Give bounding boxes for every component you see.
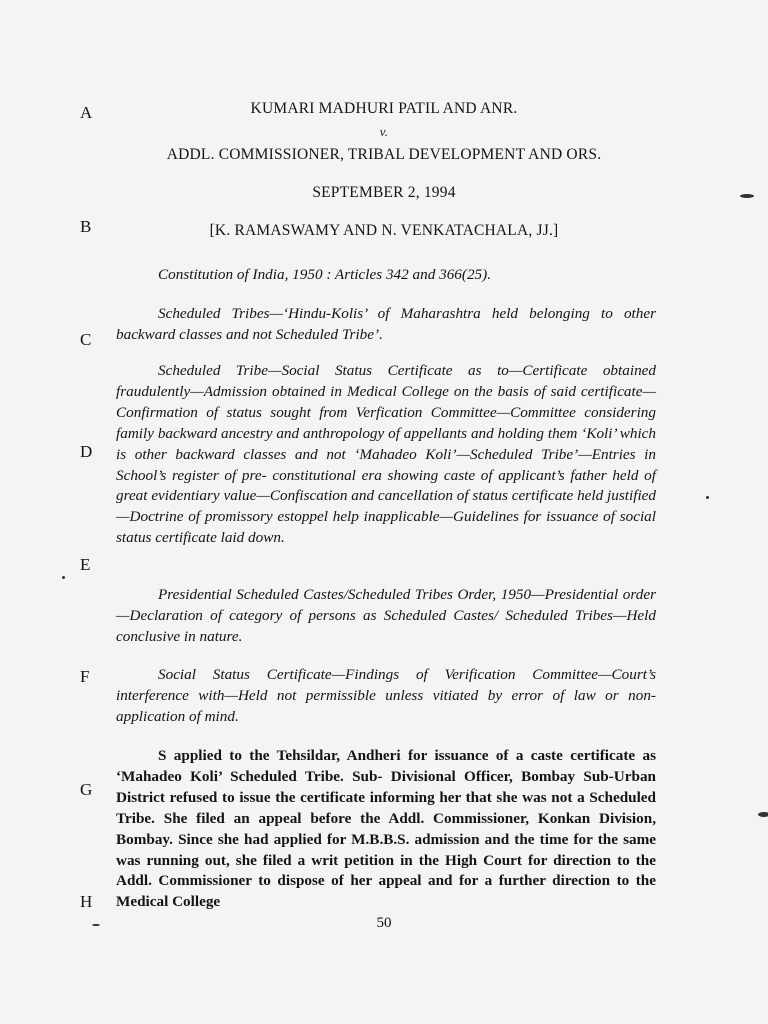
headnote-verification-committee bbox=[116, 665, 656, 728]
page-number: 50 bbox=[376, 915, 392, 931]
scan-speck bbox=[62, 576, 65, 579]
margin-letter-e: E bbox=[80, 555, 91, 574]
scan-speck bbox=[706, 496, 709, 499]
headnote-text: Social Status Certificate—Findings of Verification Committee—Court’s interference with—Held not permissible unless vitiated by error of law or non-application of mind. bbox=[116, 666, 656, 725]
margin-letter-c: C bbox=[80, 330, 92, 349]
judgment-date: SEPTEMBER 2, 1994 bbox=[312, 184, 456, 201]
scan-speck bbox=[92, 924, 100, 926]
versus-mark: v. bbox=[379, 124, 389, 139]
headnote-text: Scheduled Tribes—‘Hindu-Kolis’ of Maharashtra held belonging to other backward classes and not Scheduled Tribe’. bbox=[116, 305, 656, 343]
respondent-title: ADDL. COMMISSIONER, TRIBAL DEVELOPMENT AND ORS. bbox=[166, 146, 602, 163]
scan-speck bbox=[740, 194, 754, 198]
margin-letter-d: D bbox=[80, 442, 93, 461]
scan-speck bbox=[758, 812, 768, 817]
facts-paragraph: S applied to the Tehsildar, Andheri for issuance of a caste certificate as ‘Mahadeo Koli’ Scheduled Tribe. Sub- Divisional Officer, Bombay Sub-Urban District refused to issue the certificate informing her that she was not a Scheduled Tribe. She filed an appeal before the Addl. Commissioner, Konkan Division, Bombay. Since she had applied for M.B.B.S. admission and the time for the same was running out, she filed a writ petition in the High Court for direction to the Addl. Commissioner to dispose of her appeal and for a further direction to the Medical College bbox=[116, 747, 656, 911]
headnote-text: Scheduled Tribe—Social Status Certificate as to—Certificate obtained fraudulently—Admission obtained in Medical College on the basis of said certificate—Confirmation of status sought from Verfication Committee—Committee considering family backward ancestry and anthropology of appellants and holding them ‘Koli’ which is other backward classes and not ‘Mahadeo Koli’—Scheduled Tribe’—Entries in School’s register of pre- constitutional era showing caste of applicant’s father held of great evidentiary value—Confiscation and cancellation of status certificate held justified—Doctrine of promissory estoppel help inapplicable—Guidelines for issuance of social status certificate laid down. bbox=[116, 362, 656, 547]
headnote-status-certificate bbox=[116, 361, 656, 549]
headnote-text: Constitution of India, 1950 : Articles 342 and 366(25). bbox=[158, 266, 491, 283]
headnote-scheduled-tribes bbox=[116, 304, 656, 346]
headnote-constitution bbox=[116, 265, 656, 286]
headnote-text: Presidential Scheduled Castes/Scheduled Tribes Order, 1950—Presidential order—Declaration of category of persons as Scheduled Castes/ Scheduled Tribes—Held conclusive in nature. bbox=[116, 586, 656, 645]
case-title: KUMARI MADHURI PATIL AND ANR. bbox=[250, 100, 518, 117]
margin-letter-g: G bbox=[80, 780, 93, 799]
bench-line: [K. RAMASWAMY AND N. VENKATACHALA, JJ.] bbox=[209, 222, 559, 239]
margin-letter-h: H bbox=[80, 892, 93, 911]
margin-letter-b: B bbox=[80, 217, 92, 236]
headnote-presidential-order bbox=[116, 585, 656, 648]
margin-letter-f: F bbox=[80, 667, 90, 686]
margin-letter-a: A bbox=[80, 103, 93, 122]
